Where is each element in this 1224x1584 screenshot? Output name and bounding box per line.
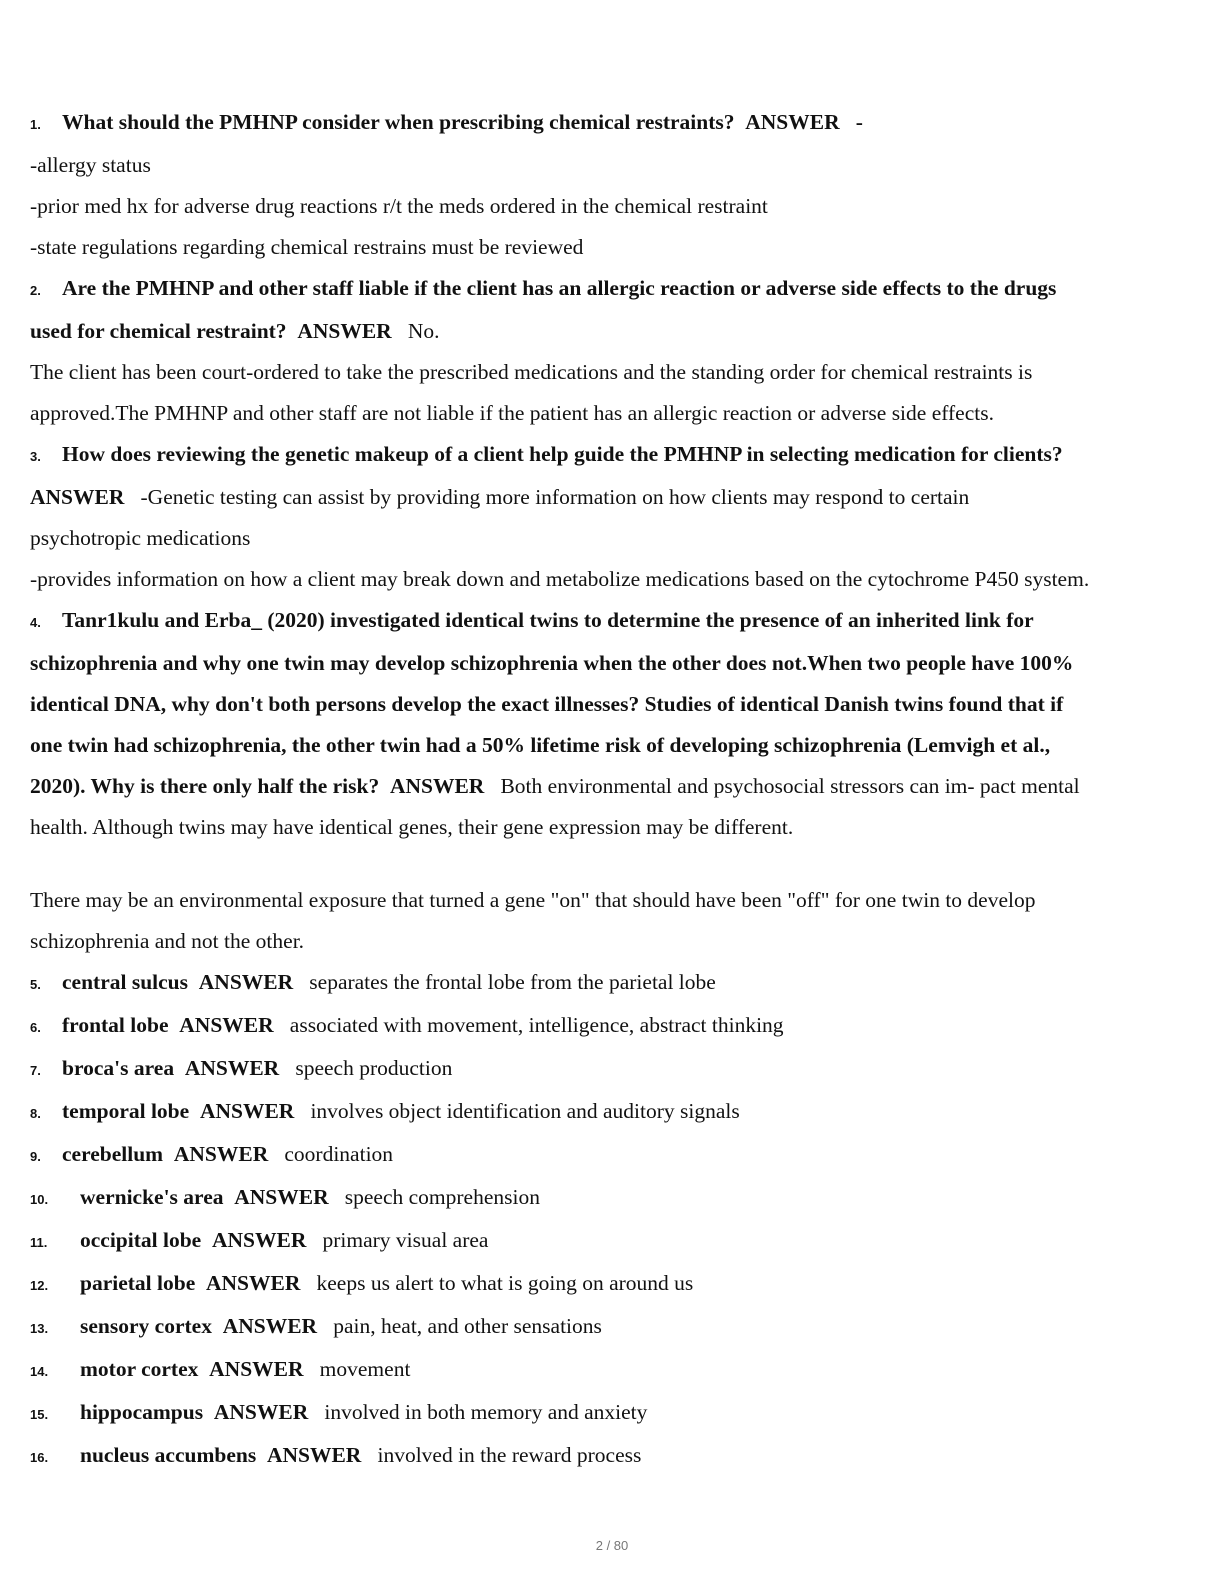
answer-label: ANSWER — [389, 774, 485, 798]
term-text: central sulcus — [62, 970, 189, 994]
answer-label: ANSWER — [297, 319, 392, 343]
document-page — [30, 102, 1198, 1478]
item-number: 7. — [30, 1063, 41, 1078]
answer-text: involves object identification and auditory signals — [310, 1099, 740, 1123]
question-2 — [30, 268, 1198, 311]
list-item — [30, 1392, 1198, 1435]
answer-text: -Genetic testing can assist by providing more information on how clients may respond to certain — [140, 485, 970, 509]
answer-dash: - — [855, 110, 863, 134]
answer-label: ANSWER — [199, 1099, 295, 1123]
answer-text: associated with movement, intelligence, abstract thinking — [289, 1013, 784, 1037]
list-item — [30, 1306, 1198, 1349]
question-text: used for chemical restraint? — [30, 319, 287, 343]
answer-text: involved in the reward process — [377, 1443, 642, 1467]
question-text: What should the PMHNP consider when prescribing chemical restraints? — [62, 110, 735, 134]
term-text: cerebellum — [62, 1142, 164, 1166]
answer-line: schizophrenia and not the other. — [30, 929, 305, 953]
answer-label: ANSWER — [222, 1314, 318, 1338]
item-number: 10. — [30, 1192, 49, 1207]
question-text: schizophrenia and why one twin may develop schizophrenia when the other does not.When two people have 100% — [30, 651, 1074, 675]
item-number: 13. — [30, 1321, 49, 1336]
answer-label: ANSWER — [745, 110, 840, 134]
list-item — [30, 1435, 1198, 1478]
term-text: broca's area — [62, 1056, 175, 1080]
question-4 — [30, 600, 1198, 643]
item-number: 8. — [30, 1106, 41, 1121]
term-text: parietal lobe — [80, 1271, 196, 1295]
list-item — [30, 1005, 1198, 1048]
answer-line: health. Although twins may have identical genes, their gene expression may be different. — [30, 815, 794, 839]
answer-label: ANSWER — [213, 1400, 309, 1424]
term-text: temporal lobe — [62, 1099, 190, 1123]
answer-text: Both environmental and psychosocial stressors can im- pact mental — [500, 774, 1080, 798]
answer-label: ANSWER — [266, 1443, 362, 1467]
term-list — [30, 962, 1198, 1478]
item-number: 4. — [30, 615, 41, 630]
question-1 — [30, 102, 1198, 145]
question-4-answer — [30, 766, 1198, 807]
question-text: one twin had schizophrenia, the other twin had a 50% lifetime risk of developing schizophrenia (Lemvigh et al., — [30, 733, 1051, 757]
answer-text: movement — [319, 1357, 411, 1381]
answer-text: No. — [407, 319, 440, 343]
answer-line: -provides information on how a client may break down and metabolize medications based on the cytochrome P450 system. — [30, 567, 1090, 591]
item-number: 1. — [30, 117, 41, 132]
item-number: 16. — [30, 1450, 49, 1465]
answer-line: -allergy status — [30, 153, 151, 177]
answer-line: psychotropic medications — [30, 526, 251, 550]
answer-label: ANSWER — [209, 1357, 304, 1381]
answer-text: speech comprehension — [344, 1185, 540, 1209]
answer-label: ANSWER — [179, 1013, 274, 1037]
answer-text: speech production — [295, 1056, 453, 1080]
term-text: motor cortex — [80, 1357, 199, 1381]
answer-line: -state regulations regarding chemical restrains must be reviewed — [30, 235, 584, 259]
term-text: sensory cortex — [80, 1314, 212, 1338]
answer-label: ANSWER — [198, 970, 294, 994]
answer-label: ANSWER — [30, 485, 125, 509]
question-text: How does reviewing the genetic makeup of a client help guide the PMHNP in selecting medication for clients? — [62, 442, 1063, 466]
answer-line: -prior med hx for adverse drug reactions r/t the meds ordered in the chemical restraint — [30, 194, 768, 218]
item-number: 5. — [30, 977, 41, 992]
question-3 — [30, 434, 1198, 477]
answer-text: coordination — [284, 1142, 394, 1166]
term-text: nucleus accumbens — [80, 1443, 257, 1467]
answer-line: There may be an environmental exposure that turned a gene "on" that should have been "off" for one twin to develop — [30, 888, 1036, 912]
term-text: wernicke's area — [80, 1185, 224, 1209]
list-item — [30, 962, 1198, 1005]
answer-text: primary visual area — [322, 1228, 489, 1252]
answer-label: ANSWER — [206, 1271, 301, 1295]
item-number: 14. — [30, 1364, 49, 1379]
list-item — [30, 1048, 1198, 1091]
answer-line: approved.The PMHNP and other staff are not liable if the patient has an allergic reaction or adverse side effects. — [30, 401, 994, 425]
answer-label: ANSWER — [173, 1142, 269, 1166]
answer-text: separates the frontal lobe from the parietal lobe — [309, 970, 716, 994]
question-2-continued — [30, 311, 1198, 352]
answer-label: ANSWER — [184, 1056, 280, 1080]
item-number: 9. — [30, 1149, 41, 1164]
term-text: occipital lobe — [80, 1228, 202, 1252]
answer-text: pain, heat, and other sensations — [333, 1314, 602, 1338]
list-item — [30, 1349, 1198, 1392]
question-text: identical DNA, why don't both persons develop the exact illnesses? Studies of identical Danish twins found that if — [30, 692, 1064, 716]
term-text: frontal lobe — [62, 1013, 169, 1037]
answer-line: The client has been court-ordered to take the prescribed medications and the standing order for chemical restraints is — [30, 360, 1033, 384]
answer-text: involved in both memory and anxiety — [324, 1400, 648, 1424]
question-3-answer — [30, 477, 1198, 518]
list-item — [30, 1263, 1198, 1306]
list-item — [30, 1177, 1198, 1220]
paragraph-gap — [30, 848, 1198, 880]
answer-label: ANSWER — [211, 1228, 307, 1252]
question-text: Are the PMHNP and other staff liable if the client has an allergic reaction or adverse side effects to the drugs — [62, 276, 1057, 300]
list-item — [30, 1091, 1198, 1134]
item-number: 3. — [30, 449, 41, 464]
item-number: 2. — [30, 283, 41, 298]
item-number: 12. — [30, 1278, 49, 1293]
list-item — [30, 1134, 1198, 1177]
page-indicator: 2 / 80 — [595, 1538, 629, 1553]
question-text: 2020). Why is there only half the risk? — [30, 774, 380, 798]
term-text: hippocampus — [80, 1400, 204, 1424]
list-item — [30, 1220, 1198, 1263]
answer-label: ANSWER — [234, 1185, 329, 1209]
item-number: 6. — [30, 1020, 41, 1035]
answer-text: keeps us alert to what is going on around us — [316, 1271, 694, 1295]
item-number: 15. — [30, 1407, 49, 1422]
item-number: 11. — [30, 1235, 48, 1250]
question-text: Tanr1kulu and Erba_ (2020) investigated identical twins to determine the presence of an inherited link for — [62, 608, 1034, 632]
